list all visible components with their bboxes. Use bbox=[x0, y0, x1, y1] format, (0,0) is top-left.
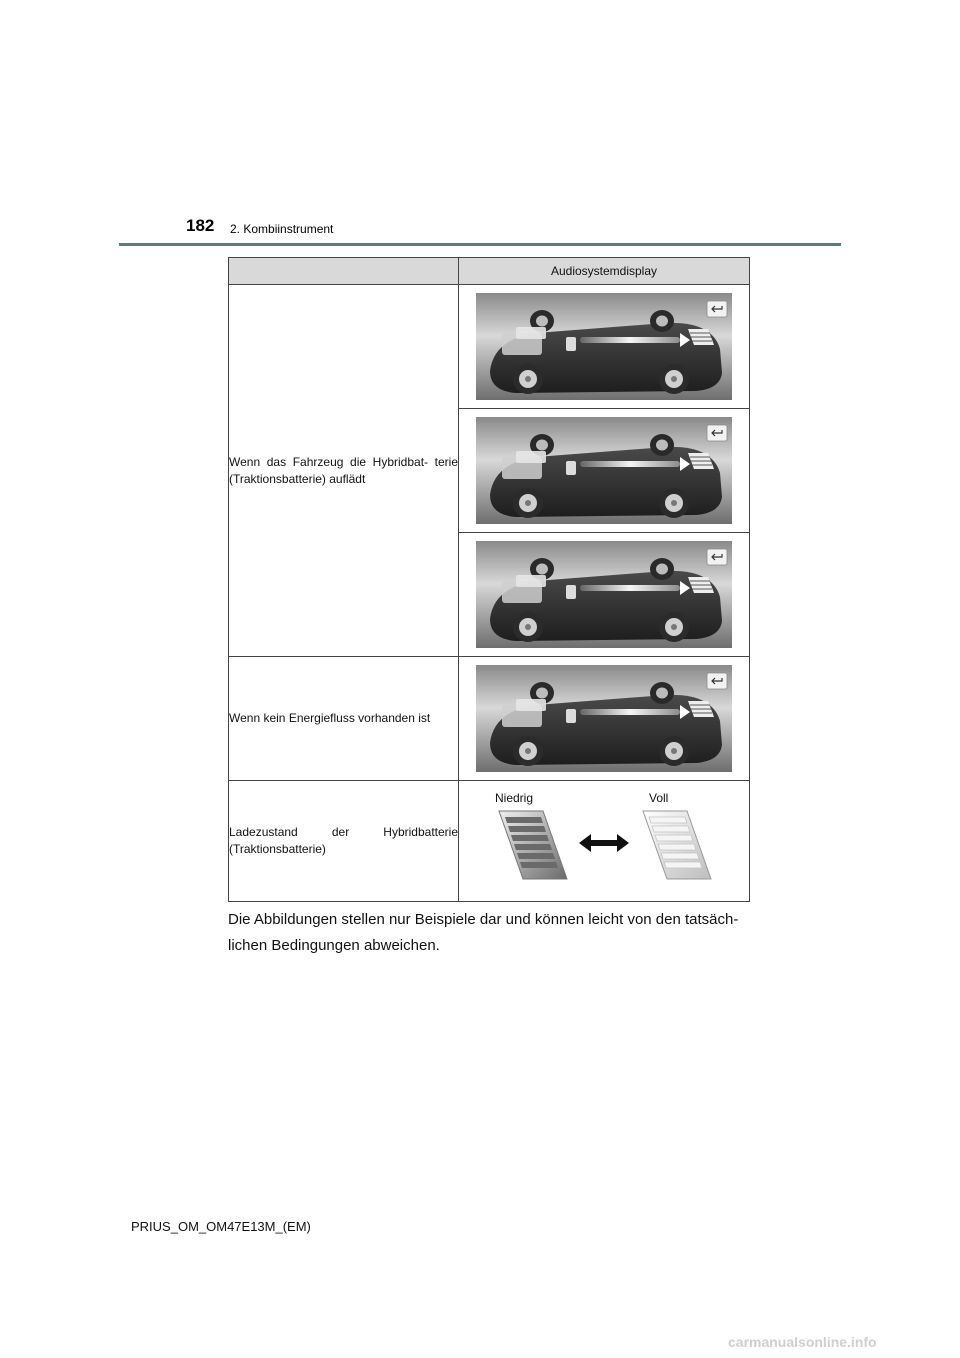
battery-low-label: Niedrig bbox=[495, 791, 534, 805]
footer-document-code: PRIUS_OM_OM47E13M_(EM) bbox=[131, 1219, 311, 1234]
table-header-audiosystem: Audiosystemdisplay bbox=[459, 258, 750, 285]
table-header-empty bbox=[229, 258, 459, 285]
battery-low-icon bbox=[495, 809, 571, 885]
note-text: Die Abbildungen stellen nur Beispiele dar und können leicht von den tatsäch- lichen Bedingungen abweichen. bbox=[228, 911, 739, 954]
table-header-row bbox=[229, 258, 750, 285]
footer-watermark: carmanualsonline.info bbox=[728, 1334, 877, 1350]
battery-full-label: Voll bbox=[649, 791, 669, 805]
screen-cell bbox=[459, 533, 750, 657]
battery-level-cell bbox=[459, 781, 750, 902]
section-title: 2. Kombiinstrument bbox=[230, 222, 334, 236]
header-rule bbox=[119, 243, 841, 246]
battery-full-icon bbox=[639, 809, 715, 885]
screen-cell bbox=[459, 409, 750, 533]
energy-flow-screen-image bbox=[476, 541, 732, 648]
row-label-charging: Wenn das Fahrzeug die Hybridbat- terie (Traktionsbatterie) auflädt bbox=[229, 285, 459, 657]
double-arrow-icon bbox=[579, 833, 629, 853]
screen-cell bbox=[459, 657, 750, 781]
row-label-no-flow: Wenn kein Energiefluss vorhanden ist bbox=[229, 657, 459, 781]
energy-flow-screen-image bbox=[476, 417, 732, 524]
energy-monitor-table bbox=[228, 257, 750, 902]
page-number: 182 bbox=[186, 216, 215, 235]
row-label-battery-level: Ladezustand der Hybridbatterie (Traktionsbatterie) bbox=[229, 781, 459, 902]
energy-flow-screen-image bbox=[476, 665, 732, 772]
table-row bbox=[229, 781, 750, 902]
screen-cell bbox=[459, 285, 750, 409]
table-row bbox=[229, 657, 750, 781]
energy-flow-screen-image bbox=[476, 293, 732, 400]
table-row bbox=[229, 285, 750, 409]
